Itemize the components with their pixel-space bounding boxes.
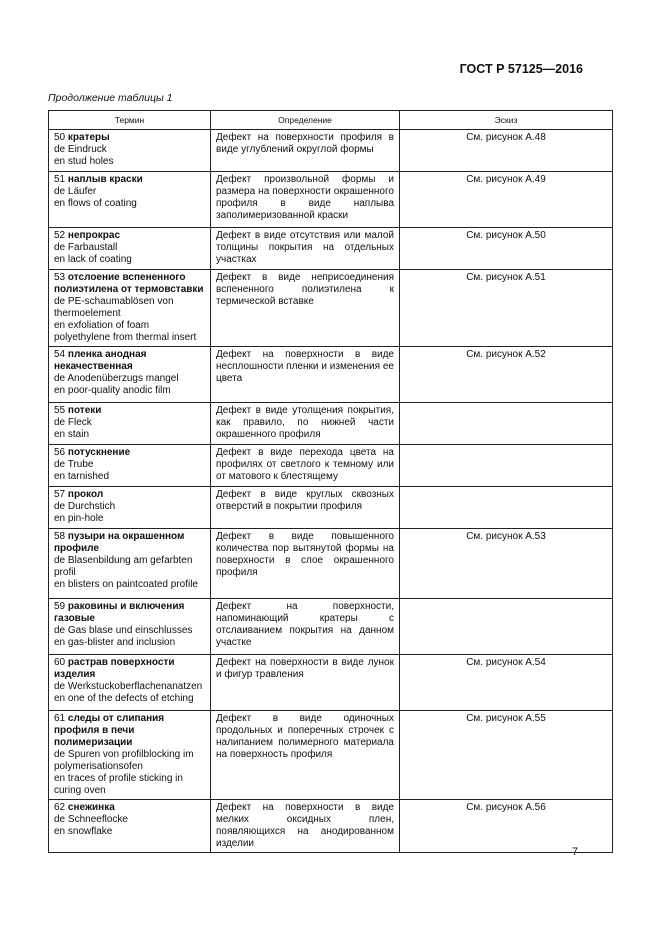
- table-row: [49, 529, 613, 599]
- term-number: 60: [54, 657, 66, 668]
- term-english: en blisters on paintcoated profile: [54, 579, 198, 590]
- term-cell: [49, 800, 211, 853]
- table-row: [49, 711, 613, 800]
- definition-cell: Дефект на поверхности в виде несплошности пленки и изменения ее цвета: [211, 347, 400, 403]
- table-row: [49, 655, 613, 711]
- term-english: en poor-quality anodic film: [54, 385, 171, 396]
- term-english: en flows of coating: [54, 198, 137, 209]
- sketch-reference: См. рисунок А.52: [400, 347, 613, 403]
- term-number: 61: [54, 713, 66, 724]
- table-row: [49, 403, 613, 445]
- term-cell: [49, 599, 211, 655]
- definition-cell: Дефект на поверхности в виде лунок и фигур травления: [211, 655, 400, 711]
- term-russian: отслоение вспененного полиэтилена от термовставки: [54, 272, 204, 295]
- definition-cell: Дефект на поверхности в виде мелких оксидных плен, появляющихся на анодированном изделии: [211, 800, 400, 853]
- term-german: de Schneeflocke: [54, 814, 128, 825]
- column-header-sketch: Эскиз: [400, 111, 613, 130]
- term-cell: [49, 655, 211, 711]
- term-number: 57: [54, 489, 66, 500]
- term-cell: [49, 445, 211, 487]
- term-number: 58: [54, 531, 66, 542]
- column-header-term: Термин: [49, 111, 211, 130]
- table-row: [49, 445, 613, 487]
- table-row: [49, 172, 613, 228]
- table-row: [49, 599, 613, 655]
- term-english: en pin-hole: [54, 513, 104, 524]
- term-english: en stain: [54, 429, 90, 440]
- term-number: 55: [54, 405, 66, 416]
- sketch-reference: [400, 403, 613, 445]
- definition-cell: Дефект в виде одиночных продольных и поперечных строчек с налипанием полимерного материала на поверхность профиля: [211, 711, 400, 800]
- sketch-reference: [400, 599, 613, 655]
- table-row: [49, 347, 613, 403]
- term-russian: пленка анодная некачественная: [54, 349, 147, 372]
- term-number: 52: [54, 230, 66, 241]
- term-german: de Eindruck: [54, 144, 107, 155]
- definition-cell: Дефект на поверхности профиля в виде углублений округлой формы: [211, 130, 400, 172]
- term-cell: [49, 711, 211, 800]
- term-german: de Trube: [54, 459, 94, 470]
- term-german: de Fleck: [54, 417, 92, 428]
- term-russian: прокол: [67, 489, 104, 500]
- table-row: [49, 487, 613, 529]
- sketch-reference: См. рисунок А.48: [400, 130, 613, 172]
- sketch-reference: См. рисунок А.53: [400, 529, 613, 599]
- term-cell: [49, 130, 211, 172]
- table-row: [49, 270, 613, 347]
- term-russian: потускнение: [67, 447, 131, 458]
- sketch-reference: См. рисунок А.51: [400, 270, 613, 347]
- term-cell: [49, 487, 211, 529]
- term-russian: пузыри на окрашенном профиле: [54, 531, 185, 554]
- definition-cell: Дефект в виде круглых сквозных отверстий в покрытии профиля: [211, 487, 400, 529]
- term-german: de Läufer: [54, 186, 97, 197]
- term-cell: [49, 172, 211, 228]
- standard-designation: ГОСТ Р 57125—2016: [459, 62, 583, 76]
- term-russian: наплыв краски: [67, 174, 143, 185]
- term-german: de Farbaustall: [54, 242, 118, 253]
- term-russian: следы от слипания профиля в печи полимеризации: [54, 713, 165, 748]
- table-row: [49, 228, 613, 270]
- term-german: de Durchstich: [54, 501, 116, 512]
- definition-cell: Дефект в виде отсутствия или малой толщины покрытия на отдельных участках: [211, 228, 400, 270]
- term-cell: [49, 529, 211, 599]
- term-cell: [49, 403, 211, 445]
- term-number: 59: [54, 601, 66, 612]
- page-number: 7: [571, 846, 578, 858]
- definition-cell: Дефект произвольной формы и размера на поверхности окрашенного профиля в виде наплыва заполимеризованной краски: [211, 172, 400, 228]
- sketch-reference: См. рисунок А.49: [400, 172, 613, 228]
- term-english: en exfoliation of foam polyethylene from thermal insert: [54, 320, 197, 343]
- term-german: de Gas blase und einschlusses: [54, 625, 193, 636]
- term-russian: кратеры: [67, 132, 110, 143]
- sketch-reference: См. рисунок А.54: [400, 655, 613, 711]
- term-english: en stud holes: [54, 156, 114, 167]
- term-russian: снежинка: [67, 802, 115, 813]
- sketch-reference: См. рисунок А.56: [400, 800, 613, 853]
- term-cell: [49, 270, 211, 347]
- sketch-reference: [400, 445, 613, 487]
- term-number: 54: [54, 349, 66, 360]
- term-german: de Anodenüberzugs mangel: [54, 373, 179, 384]
- term-german: de Spuren von profilblocking im polymerisationsofen: [54, 749, 194, 772]
- definition-cell: Дефект в виде неприсоединения вспененного полиэтилена к термической вставке: [211, 270, 400, 347]
- table-header-row: [49, 111, 613, 130]
- term-russian: растрав поверхности изделия: [54, 657, 175, 680]
- definition-cell: Дефект на поверхности, напоминающий кратеры с отслаиванием покрытия на данном участке: [211, 599, 400, 655]
- terms-table: [48, 110, 613, 853]
- term-english: en lack of coating: [54, 254, 132, 265]
- term-russian: потеки: [67, 405, 102, 416]
- term-english: en tarnished: [54, 471, 110, 482]
- term-russian: раковины и включения газовые: [54, 601, 185, 624]
- sketch-reference: См. рисунок А.55: [400, 711, 613, 800]
- table-caption: Продолжение таблицы 1: [48, 92, 173, 104]
- term-number: 62: [54, 802, 66, 813]
- term-number: 51: [54, 174, 66, 185]
- definition-cell: Дефект в виде утолщения покрытия, как правило, по нижней части окрашенного профиля: [211, 403, 400, 445]
- term-english: en one of the defects of etching: [54, 693, 194, 704]
- term-german: de Werkstuckoberflachenanatzen: [54, 681, 203, 692]
- term-russian: непрокрас: [67, 230, 121, 241]
- term-german: de Blasenbildung am gefarbten profil: [54, 555, 193, 578]
- column-header-definition: Определение: [211, 111, 400, 130]
- definition-cell: Дефект в виде перехода цвета на профилях от светлого к темному или от матового к блестящему: [211, 445, 400, 487]
- sketch-reference: См. рисунок А.50: [400, 228, 613, 270]
- term-number: 53: [54, 272, 66, 283]
- sketch-reference: [400, 487, 613, 529]
- term-number: 56: [54, 447, 66, 458]
- term-english: en traces of profile sticking in curing oven: [54, 773, 183, 796]
- term-english: en snowflake: [54, 826, 113, 837]
- definition-cell: Дефект в виде повышенного количества пор вытянутой формы на поверхности в слое окрашенного профиля: [211, 529, 400, 599]
- term-cell: [49, 228, 211, 270]
- term-german: de PE-schaumablösen von thermoelement: [54, 296, 174, 319]
- table-row: [49, 800, 613, 853]
- table-row: [49, 130, 613, 172]
- term-number: 50: [54, 132, 66, 143]
- term-cell: [49, 347, 211, 403]
- term-english: en gas-blister and inclusion: [54, 637, 176, 648]
